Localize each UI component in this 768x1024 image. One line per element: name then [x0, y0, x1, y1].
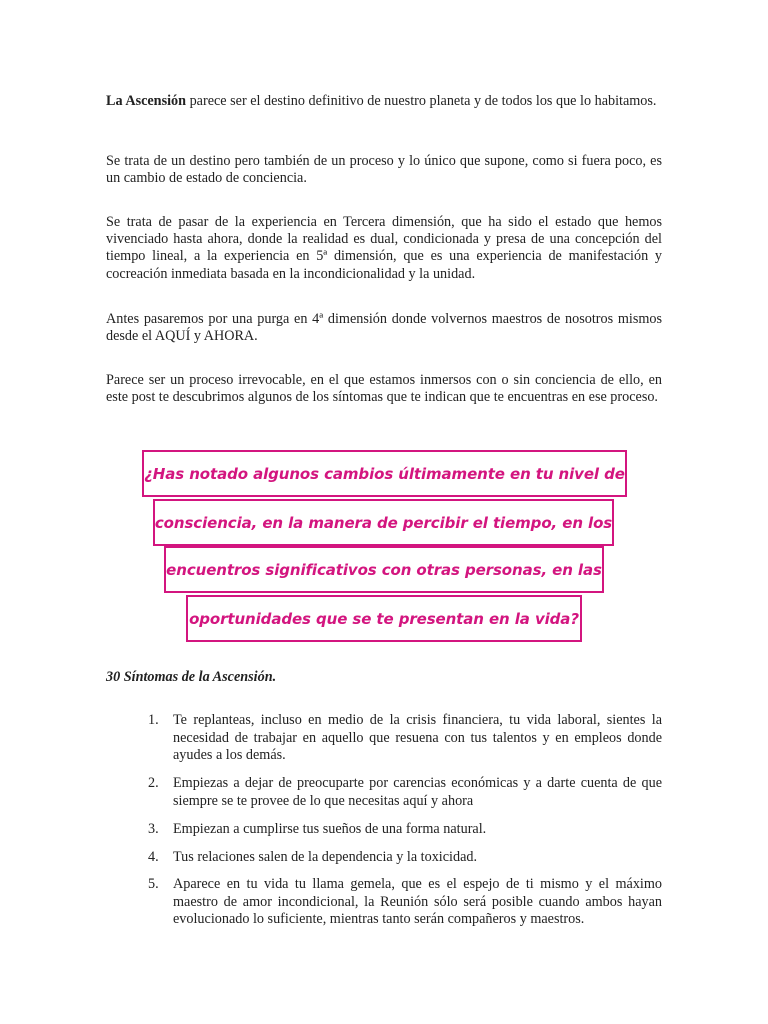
list-item-text: Tus relaciones salen de la dependencia y la toxicidad. — [173, 849, 478, 865]
intro-paragraph-5: Parece ser un proceso irrevocable, en el que estamos inmersos con o sin conciencia de ello, en este post te descubrimos algunos de los síntomas que te indican que te encuentras en ese proceso. — [106, 372, 662, 406]
section-title: 30 Síntomas de la Ascensión. — [106, 669, 277, 685]
intro-paragraph-4: Antes pasaremos por una purga en 4ª dimensión donde volvernos maestros de nosotros mismos desde el AQUÍ y AHORA. — [106, 311, 662, 345]
list-item-number: 4. — [148, 849, 159, 865]
list-item — [148, 849, 662, 867]
list-item — [148, 712, 662, 765]
intro-paragraph-1-text: parece ser el destino definitivo de nuestro planeta y de todos los que lo habitamos. — [186, 93, 657, 109]
ascension-term: La Ascensión — [106, 93, 187, 109]
list-item-number: 2. — [148, 775, 159, 791]
list-item-number: 5. — [148, 876, 159, 892]
callout-line-1: ¿Has notado algunos cambios últimamente en tu nivel de — [142, 450, 627, 497]
list-item — [148, 775, 662, 810]
intro-paragraph-3: Se trata de pasar de la experiencia en Tercera dimensión, que ha sido el estado que hemos vivenciado hasta ahora, donde la realidad es dual, condicionada y presa de una concepción del tiempo lineal, a la experiencia en 5ª dimensión, que es una experiencia de manifestación y cocreación inmediata basada en la incondicionalidad y la unidad. — [106, 214, 662, 282]
list-item-text: Aparece en tu vida tu llama gemela, que es el espejo de ti mismo y el máximo maestro de amor incondicional, la Reunión sólo será posible cuando ambos hayan evolucionado lo suficiente, mientras tanto serán compañeros y maestros. — [173, 876, 662, 928]
list-item-text: Te replanteas, incluso en medio de la crisis financiera, tu vida laboral, sientes la necesidad de trabajar en aquello que resuena con tus talentos y en empleos donde ayudes a los demás. — [173, 712, 662, 764]
list-item — [148, 821, 662, 839]
callout-line-2: consciencia, en la manera de percibir el tiempo, en los — [153, 499, 614, 546]
callout-line-3: encuentros significativos con otras personas, en las — [164, 546, 604, 593]
callout-line-4: oportunidades que se te presentan en la vida? — [186, 595, 582, 642]
intro-paragraph-2: Se trata de un destino pero también de un proceso y lo único que supone, como si fuera poco, es un cambio de estado de conciencia. — [106, 153, 662, 187]
list-item-number: 3. — [148, 821, 159, 837]
list-item-text: Empiezan a cumplirse tus sueños de una forma natural. — [173, 821, 487, 837]
list-item-number: 1. — [148, 712, 159, 728]
list-item-text: Empiezas a dejar de preocuparte por carencias económicas y a darte cuenta de que siempre se te provee de lo que necesitas aquí y ahora — [173, 775, 662, 809]
intro-paragraph-1 — [106, 93, 662, 110]
list-item — [148, 876, 662, 929]
